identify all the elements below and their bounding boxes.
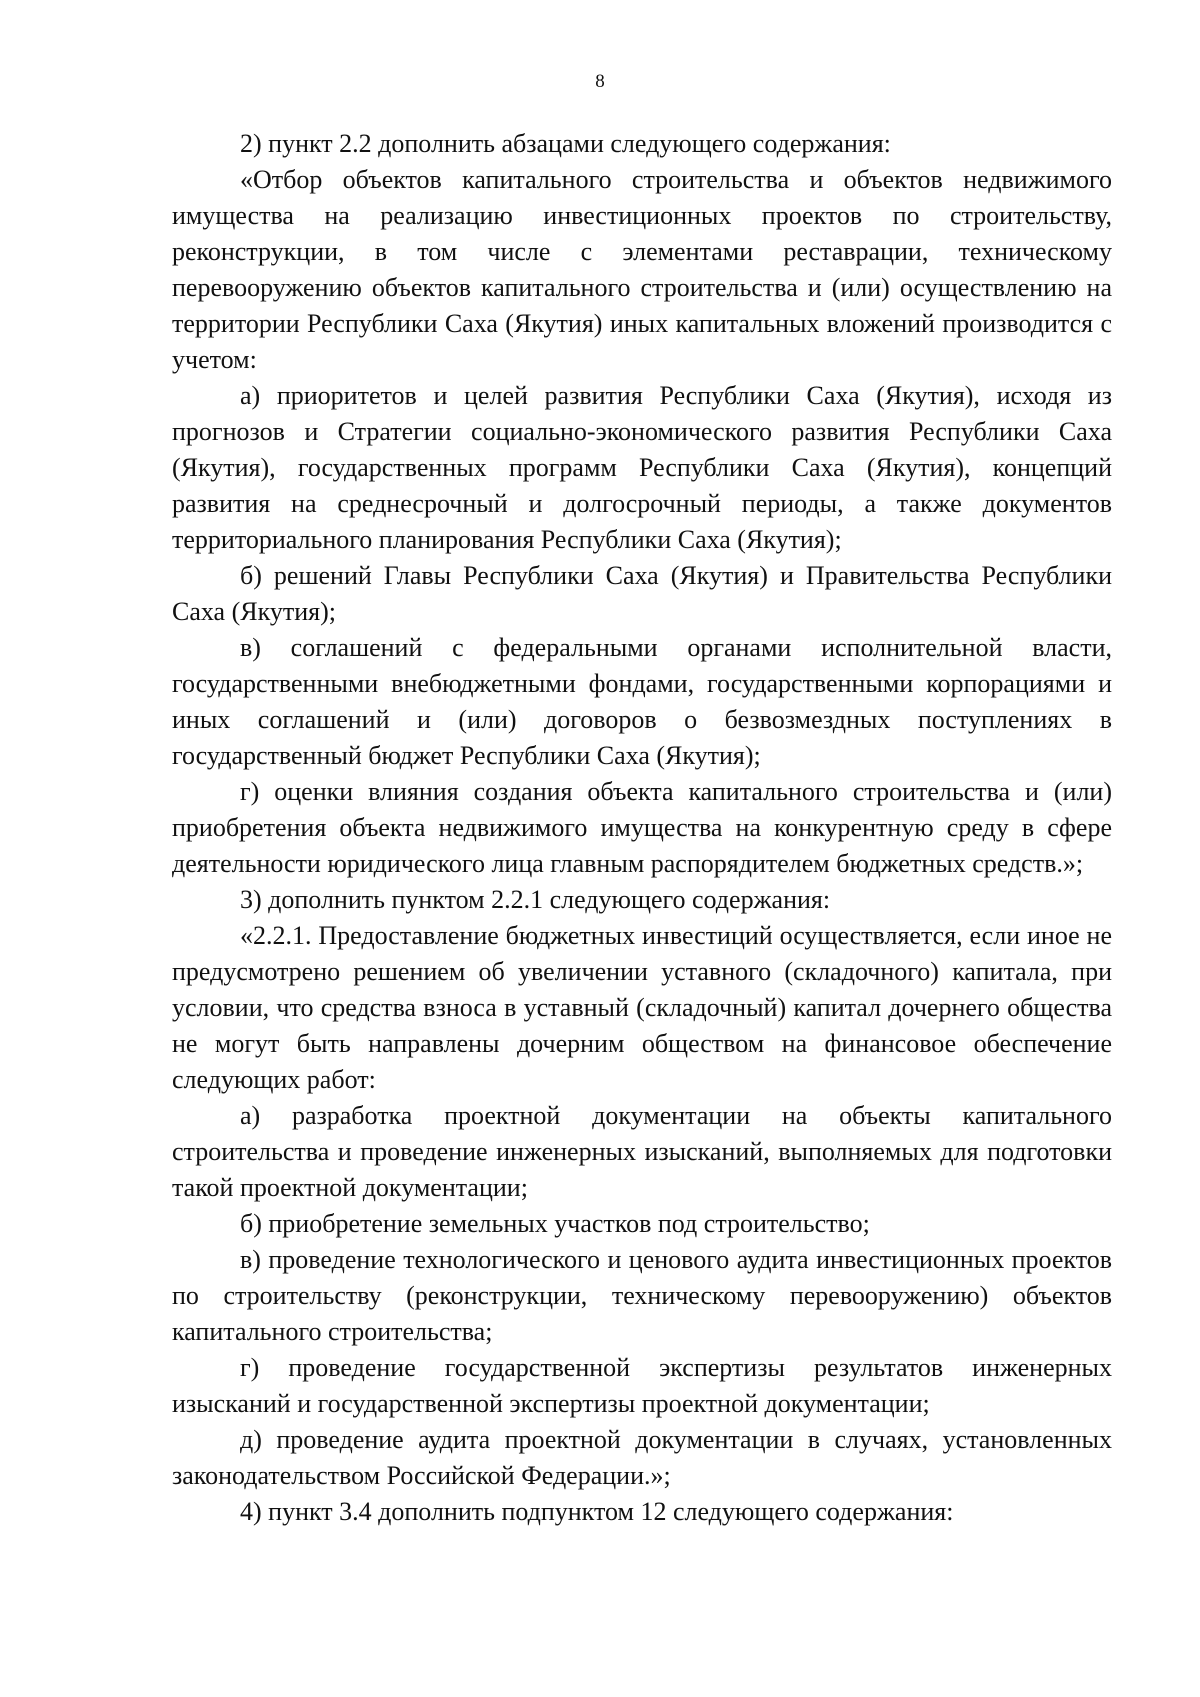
paragraph-work-d: д) проведение аудита проектной документации в случаях, установленных законодательством Российской Федерации.»; xyxy=(172,1425,1112,1490)
paragraph-quote-selection: «Отбор объектов капитального строительства и объектов недвижимого имущества на реализацию инвестиционных проектов по строительству, реконструкции, в том числе с элементами реставрации, техническому перевооружению объектов капитального строительства и (или) осуществлению на территории Республики Саха (Якутия) иных капитальных вложений производится с учетом: xyxy=(172,165,1112,374)
document-body xyxy=(172,126,1112,1530)
paragraph-item-2: 2) пункт 2.2 дополнить абзацами следующего содержания: xyxy=(240,129,891,158)
paragraph-quote-2-2-1: «2.2.1. Предоставление бюджетных инвестиций осуществляется, если иное не предусмотрено решением об увеличении уставного (складочного) капитала, при условии, что средства взноса в уставный (складочный) капитал дочернего общества не могут быть направлены дочерним обществом на финансовое обеспечение следующих работ: xyxy=(172,921,1112,1094)
paragraph-item-4: 4) пункт 3.4 дополнить подпунктом 12 следующего содержания: xyxy=(240,1497,954,1526)
paragraph-subitem-b: б) решений Главы Республики Саха (Якутия) и Правительства Республики Саха (Якутия); xyxy=(172,561,1112,626)
paragraph-work-a: а) разработка проектной документации на объекты капитального строительства и проведение инженерных изысканий, выполняемых для подготовки такой проектной документации; xyxy=(172,1101,1112,1202)
paragraph-subitem-a: а) приоритетов и целей развития Республики Саха (Якутия), исходя из прогнозов и Стратегии социально-экономического развития Республики Саха (Якутия), государственных программ Республики Саха (Якутия), концепций развития на среднесрочный и долгосрочный периоды, а также документов территориального планирования Республики Саха (Якутия); xyxy=(172,381,1112,554)
paragraph-item-3: 3) дополнить пунктом 2.2.1 следующего содержания: xyxy=(240,885,831,914)
page-number: 8 xyxy=(595,71,605,92)
paragraph-work-b: б) приобретение земельных участков под строительство; xyxy=(240,1209,870,1238)
paragraph-work-g: г) проведение государственной экспертизы результатов инженерных изысканий и государственной экспертизы проектной документации; xyxy=(172,1353,1112,1418)
paragraph-subitem-v: в) соглашений с федеральными органами исполнительной власти, государственными внебюджетными фондами, государственными корпорациями и иных соглашений и (или) договоров о безвозмездных поступлениях в государственный бюджет Республики Саха (Якутия); xyxy=(172,633,1112,770)
paragraph-subitem-g: г) оценки влияния создания объекта капитального строительства и (или) приобретения объекта недвижимого имущества на конкурентную среду в сфере деятельности юридического лица главным распорядителем бюджетных средств.»; xyxy=(172,777,1112,878)
paragraph-work-v: в) проведение технологического и ценового аудита инвестиционных проектов по строительству (реконструкции, техническому перевооружению) объектов капитального строительства; xyxy=(172,1245,1112,1346)
